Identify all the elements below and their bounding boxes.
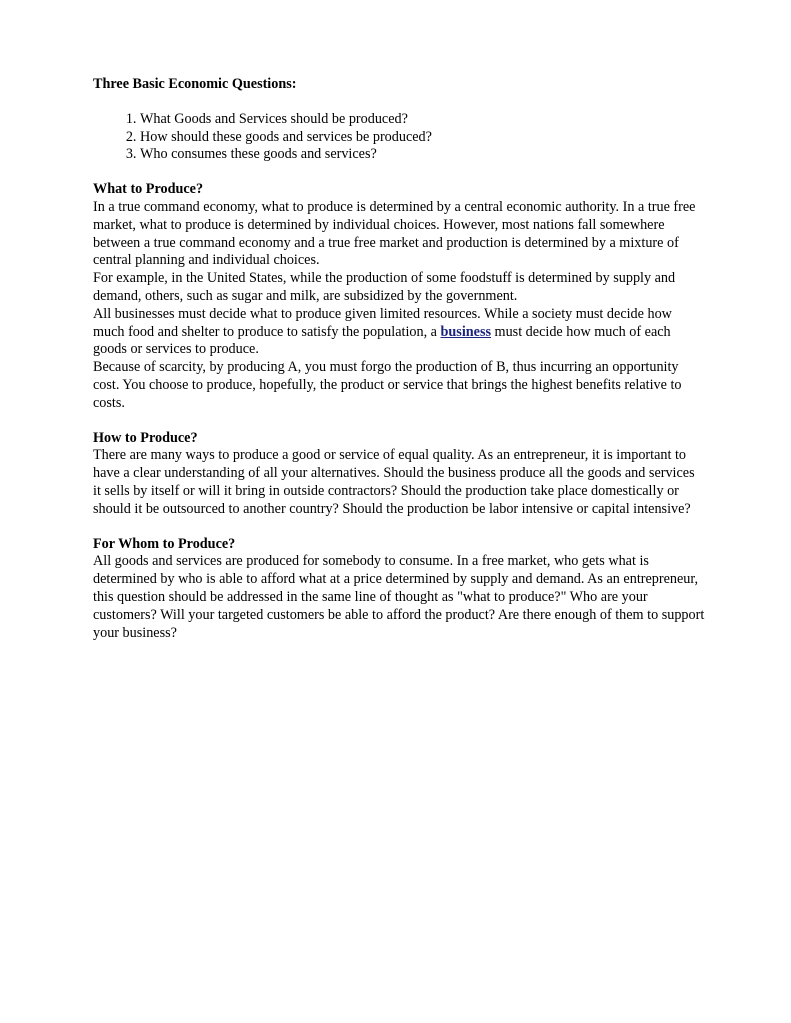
paragraph-text: All businesses must decide what to produce given limited resources. While a society must decide how much food and shelter to produce to satisfy the population, a	[93, 305, 672, 340]
business-link[interactable]: business	[440, 323, 491, 340]
what-to-produce-heading: What to Produce?	[93, 181, 204, 198]
what-to-produce-section	[93, 199, 705, 413]
paragraph: In a true command economy, what to produce is determined by a central economic authority. In a true free market, what to produce is determined by individual choices. However, most nations fall somewhere between a true command economy and a true free market and production is determined by a mixture of central planning and individual choices.	[93, 198, 696, 269]
paragraph: Because of scarcity, by producing A, you must forgo the production of B, thus incurring an opportunity cost. You choose to produce, hopefully, the product or service that brings the highest benefits relative to costs.	[93, 359, 682, 411]
paragraph: There are many ways to produce a good or service of equal quality. As an entrepreneur, it is important to have a clear understanding of all your alternatives. Should the business produce all the goods and services it sells by itself or will it bring in outside contractors? Should the production take place domestically or should it be outsourced to another country? Should the production be labor intensive or capital intensive?	[93, 447, 695, 517]
paragraph-text: must decide how much of each goods or services to produce.	[93, 323, 671, 358]
list-item: 3. Who consumes these goods and services?	[140, 146, 705, 164]
list-item: 1. What Goods and Services should be produced?	[140, 111, 705, 129]
paragraph: For example, in the United States, while the production of some foodstuff is determined by supply and demand, others, such as sugar and milk, are subsidized by the government.	[93, 270, 676, 304]
document-title: Three Basic Economic Questions:	[93, 76, 297, 92]
paragraph: All goods and services are produced for somebody to consume. In a free market, who gets what is determined by who is able to afford what at a price determined by supply and demand. As an entrepreneur, this question should be addressed in the same line of thought as "what to produce?" Who are your customers? Will your targeted customers be able to afford the product? Are there enough of them to support your business?	[93, 553, 705, 641]
questions-list	[93, 111, 705, 164]
for-whom-heading: For Whom to Produce?	[93, 535, 236, 552]
list-item: 2. How should these goods and services be produced?	[140, 129, 705, 147]
how-to-produce-heading: How to Produce?	[93, 429, 198, 446]
for-whom-section	[93, 553, 705, 642]
paragraph	[93, 306, 705, 359]
document-page	[93, 76, 705, 659]
how-to-produce-section	[93, 447, 705, 518]
